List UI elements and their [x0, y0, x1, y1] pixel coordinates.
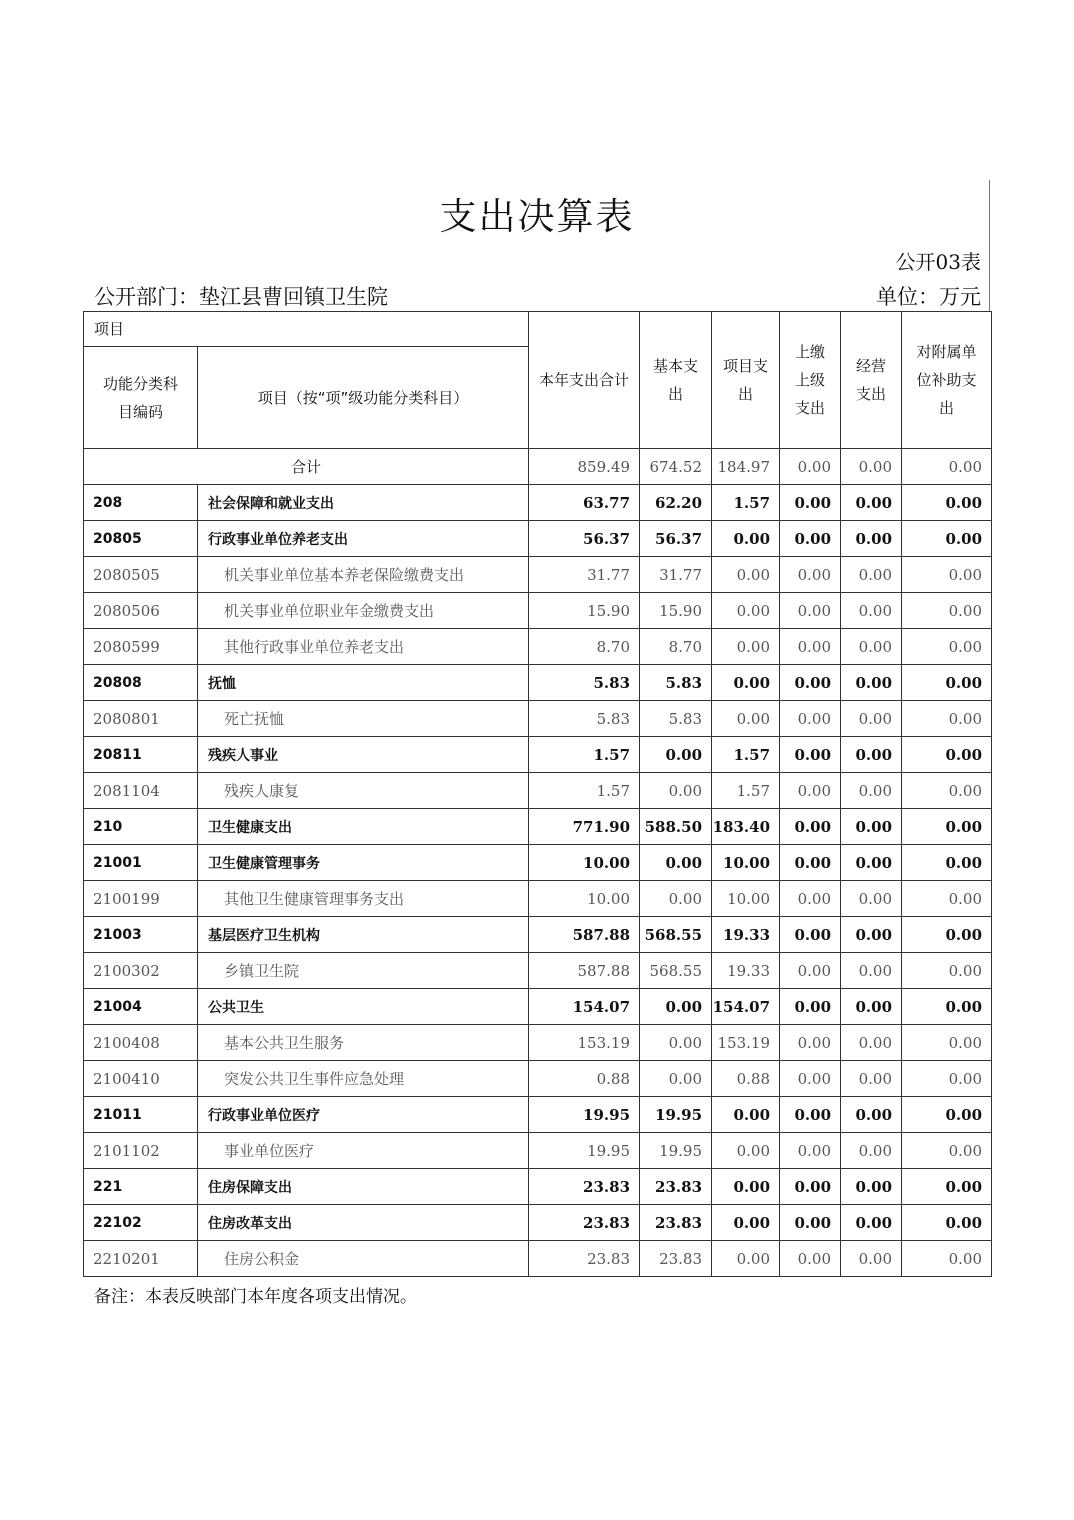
row-value: 154.07 [529, 989, 640, 1025]
row-value: 0.00 [902, 1133, 992, 1169]
table-row [84, 845, 992, 881]
row-code: 2080599 [84, 629, 198, 665]
row-value: 5.83 [529, 701, 640, 737]
row-value: 0.00 [780, 557, 841, 593]
row-value: 0.00 [902, 953, 992, 989]
row-value: 0.00 [712, 629, 780, 665]
row-code: 208 [84, 485, 198, 521]
row-value: 0.00 [902, 737, 992, 773]
row-value: 0.00 [902, 593, 992, 629]
row-value: 1.57 [712, 485, 780, 521]
row-value: 0.00 [780, 521, 841, 557]
row-value: 5.83 [529, 665, 640, 701]
row-value: 0.00 [902, 845, 992, 881]
row-value: 0.00 [841, 989, 902, 1025]
table-row [84, 1133, 992, 1169]
row-value: 0.00 [780, 809, 841, 845]
row-value: 23.83 [529, 1241, 640, 1277]
row-value: 588.50 [640, 809, 712, 845]
row-name: 行政事业单位养老支出 [198, 521, 529, 557]
row-value: 0.00 [780, 1205, 841, 1241]
row-value: 0.00 [841, 1133, 902, 1169]
row-value: 0.88 [712, 1061, 780, 1097]
row-value: 0.00 [841, 701, 902, 737]
row-value: 23.83 [640, 1169, 712, 1205]
row-value: 19.95 [640, 1133, 712, 1169]
row-value: 0.00 [640, 773, 712, 809]
row-value: 0.00 [640, 1025, 712, 1061]
row-code: 2080801 [84, 701, 198, 737]
total-cell: 674.52 [640, 449, 712, 485]
row-value: 183.40 [712, 809, 780, 845]
header-basic [640, 312, 712, 449]
table-row [84, 1241, 992, 1277]
table-row [84, 737, 992, 773]
row-value: 0.00 [841, 521, 902, 557]
total-cell: 859.49 [529, 449, 640, 485]
row-name: 机关事业单位职业年金缴费支出 [198, 593, 529, 629]
table-row [84, 521, 992, 557]
row-code: 20805 [84, 521, 198, 557]
row-name: 突发公共卫生事件应急处理 [198, 1061, 529, 1097]
row-value: 0.00 [841, 593, 902, 629]
row-code: 21003 [84, 917, 198, 953]
row-name: 抚恤 [198, 665, 529, 701]
row-value: 568.55 [640, 917, 712, 953]
row-code: 2081104 [84, 773, 198, 809]
table-row [84, 1169, 992, 1205]
row-value: 0.00 [902, 485, 992, 521]
header-project-expense [712, 312, 780, 449]
row-value: 19.95 [640, 1097, 712, 1133]
row-value: 0.00 [841, 665, 902, 701]
row-value: 31.77 [640, 557, 712, 593]
row-value: 0.00 [712, 557, 780, 593]
row-value: 0.00 [841, 485, 902, 521]
row-code: 21011 [84, 1097, 198, 1133]
row-value: 0.00 [780, 1133, 841, 1169]
row-value: 0.00 [841, 809, 902, 845]
row-value: 8.70 [529, 629, 640, 665]
row-value: 153.19 [529, 1025, 640, 1061]
expenditure-table [83, 311, 992, 1277]
row-name: 死亡抚恤 [198, 701, 529, 737]
table-row [84, 953, 992, 989]
row-value: 154.07 [712, 989, 780, 1025]
row-value: 0.00 [712, 1241, 780, 1277]
row-name: 住房公积金 [198, 1241, 529, 1277]
row-value: 0.00 [841, 1097, 902, 1133]
table-row [84, 665, 992, 701]
row-name: 其他卫生健康管理事务支出 [198, 881, 529, 917]
row-value: 0.00 [841, 629, 902, 665]
row-value: 0.00 [780, 1097, 841, 1133]
table-row [84, 1025, 992, 1061]
header-total-text: 本年支出合计 [539, 371, 630, 389]
row-value: 0.00 [841, 953, 902, 989]
row-name: 乡镇卫生院 [198, 953, 529, 989]
row-value: 0.00 [902, 629, 992, 665]
row-name: 住房改革支出 [198, 1205, 529, 1241]
row-value: 0.00 [841, 737, 902, 773]
row-value: 0.00 [902, 773, 992, 809]
row-name: 残疾人康复 [198, 773, 529, 809]
row-value: 0.88 [529, 1061, 640, 1097]
row-value: 19.33 [712, 953, 780, 989]
header-project: 项目 [84, 312, 529, 347]
row-value: 0.00 [780, 989, 841, 1025]
row-value: 0.00 [902, 557, 992, 593]
row-code: 2080506 [84, 593, 198, 629]
total-cell: 0.00 [780, 449, 841, 485]
row-value: 0.00 [841, 845, 902, 881]
row-value: 0.00 [902, 1097, 992, 1133]
table-row [84, 989, 992, 1025]
table-row [84, 701, 992, 737]
row-name: 基层医疗卫生机构 [198, 917, 529, 953]
header-project-expense-text: 项目支出 [723, 357, 769, 403]
row-value: 31.77 [529, 557, 640, 593]
row-value: 19.33 [712, 917, 780, 953]
row-code: 210 [84, 809, 198, 845]
row-value: 23.83 [529, 1205, 640, 1241]
row-code: 22102 [84, 1205, 198, 1241]
row-name: 行政事业单位医疗 [198, 1097, 529, 1133]
row-value: 153.19 [712, 1025, 780, 1061]
row-value: 0.00 [902, 809, 992, 845]
row-value: 0.00 [902, 701, 992, 737]
row-name: 残疾人事业 [198, 737, 529, 773]
row-name: 卫生健康管理事务 [198, 845, 529, 881]
row-name: 住房保障支出 [198, 1169, 529, 1205]
row-value: 0.00 [841, 1241, 902, 1277]
row-name: 事业单位医疗 [198, 1133, 529, 1169]
footnote: 备注：本表反映部门本年度各项支出情况。 [94, 1287, 417, 1307]
row-code: 221 [84, 1169, 198, 1205]
row-value: 0.00 [712, 701, 780, 737]
total-cell: 0.00 [902, 449, 992, 485]
total-label: 合计 [84, 449, 529, 485]
table-row [84, 1097, 992, 1133]
row-value: 0.00 [902, 1025, 992, 1061]
total-cell: 0.00 [841, 449, 902, 485]
row-value: 0.00 [780, 1025, 841, 1061]
row-value: 0.00 [841, 1061, 902, 1097]
row-name: 其他行政事业单位养老支出 [198, 629, 529, 665]
header-code [84, 347, 198, 449]
table-row [84, 629, 992, 665]
row-value: 0.00 [640, 845, 712, 881]
page-title: 支出决算表 [439, 195, 635, 238]
row-value: 587.88 [529, 917, 640, 953]
row-value: 0.00 [841, 917, 902, 953]
table-row [84, 593, 992, 629]
row-value: 0.00 [902, 521, 992, 557]
row-value: 0.00 [712, 1133, 780, 1169]
row-value: 0.00 [780, 953, 841, 989]
row-code: 2100302 [84, 953, 198, 989]
unit-label: 单位：万元 [876, 285, 981, 309]
department-label: 公开部门：垫江县曹回镇卫生院 [94, 285, 388, 309]
row-value: 23.83 [640, 1241, 712, 1277]
row-code: 2100410 [84, 1061, 198, 1097]
row-code: 20808 [84, 665, 198, 701]
row-code: 21001 [84, 845, 198, 881]
row-value: 0.00 [902, 917, 992, 953]
row-value: 56.37 [529, 521, 640, 557]
header-business [841, 312, 902, 449]
row-value: 0.00 [712, 665, 780, 701]
row-name: 社会保障和就业支出 [198, 485, 529, 521]
row-name: 基本公共卫生服务 [198, 1025, 529, 1061]
row-value: 23.83 [529, 1169, 640, 1205]
table-row [84, 485, 992, 521]
row-value: 0.00 [780, 485, 841, 521]
header-name: 项目（按“项”级功能分类科目） [198, 347, 529, 449]
row-value: 0.00 [841, 1025, 902, 1061]
row-value: 1.57 [529, 773, 640, 809]
row-value: 10.00 [712, 845, 780, 881]
row-code: 20811 [84, 737, 198, 773]
row-value: 0.00 [640, 881, 712, 917]
header-subsidy [902, 312, 992, 449]
row-code: 2210201 [84, 1241, 198, 1277]
row-value: 0.00 [780, 1169, 841, 1205]
row-value: 0.00 [902, 665, 992, 701]
row-value: 10.00 [529, 845, 640, 881]
total-row [84, 449, 992, 485]
row-value: 0.00 [712, 1205, 780, 1241]
row-value: 19.95 [529, 1097, 640, 1133]
row-value: 0.00 [902, 989, 992, 1025]
row-value: 0.00 [712, 593, 780, 629]
row-value: 23.83 [640, 1205, 712, 1241]
row-value: 19.95 [529, 1133, 640, 1169]
row-value: 0.00 [902, 881, 992, 917]
row-value: 0.00 [780, 917, 841, 953]
row-code: 2080505 [84, 557, 198, 593]
row-value: 0.00 [780, 881, 841, 917]
row-value: 0.00 [780, 1061, 841, 1097]
table-row [84, 881, 992, 917]
row-value: 0.00 [841, 773, 902, 809]
row-code: 2101102 [84, 1133, 198, 1169]
row-value: 0.00 [902, 1205, 992, 1241]
row-value: 0.00 [640, 989, 712, 1025]
row-value: 0.00 [780, 737, 841, 773]
row-value: 0.00 [841, 557, 902, 593]
row-value: 587.88 [529, 953, 640, 989]
row-code: 21004 [84, 989, 198, 1025]
row-value: 1.57 [712, 737, 780, 773]
row-value: 1.57 [712, 773, 780, 809]
table-row [84, 809, 992, 845]
row-value: 771.90 [529, 809, 640, 845]
row-value: 10.00 [529, 881, 640, 917]
row-value: 0.00 [780, 773, 841, 809]
row-value: 10.00 [712, 881, 780, 917]
row-value: 0.00 [712, 521, 780, 557]
header-code-text: 功能分类科目编码 [102, 374, 178, 421]
row-value: 0.00 [780, 845, 841, 881]
row-code: 2100408 [84, 1025, 198, 1061]
row-value: 0.00 [841, 1205, 902, 1241]
row-value: 0.00 [780, 665, 841, 701]
row-code: 2100199 [84, 881, 198, 917]
row-value: 8.70 [640, 629, 712, 665]
row-value: 0.00 [640, 737, 712, 773]
row-value: 5.83 [640, 665, 712, 701]
header-basic-text: 基本支出 [653, 357, 699, 403]
row-name: 卫生健康支出 [198, 809, 529, 845]
header-total [529, 312, 640, 449]
row-value: 0.00 [780, 629, 841, 665]
row-value: 0.00 [902, 1169, 992, 1205]
header-upper [780, 312, 841, 449]
table-row [84, 773, 992, 809]
row-value: 1.57 [529, 737, 640, 773]
table-row [84, 917, 992, 953]
row-value: 62.20 [640, 485, 712, 521]
table-row [84, 557, 992, 593]
row-value: 0.00 [640, 1061, 712, 1097]
row-value: 0.00 [902, 1061, 992, 1097]
header-business-text: 经营支出 [856, 357, 887, 403]
row-value: 5.83 [640, 701, 712, 737]
row-name: 公共卫生 [198, 989, 529, 1025]
header-upper-text: 上缴上级支出 [795, 343, 826, 417]
row-value: 0.00 [712, 1097, 780, 1133]
row-value: 0.00 [712, 1169, 780, 1205]
row-value: 0.00 [902, 1241, 992, 1277]
row-value: 0.00 [780, 1241, 841, 1277]
table-row [84, 1205, 992, 1241]
form-number: 公开03表 [895, 250, 981, 274]
total-cell: 184.97 [712, 449, 780, 485]
row-value: 63.77 [529, 485, 640, 521]
row-value: 0.00 [841, 881, 902, 917]
row-value: 568.55 [640, 953, 712, 989]
row-value: 56.37 [640, 521, 712, 557]
header-subsidy-text: 对附属单位补助支出 [916, 343, 977, 417]
row-value: 15.90 [640, 593, 712, 629]
row-value: 0.00 [780, 701, 841, 737]
table-row [84, 1061, 992, 1097]
row-value: 0.00 [841, 1169, 902, 1205]
row-name: 机关事业单位基本养老保险缴费支出 [198, 557, 529, 593]
row-value: 0.00 [780, 593, 841, 629]
row-value: 15.90 [529, 593, 640, 629]
